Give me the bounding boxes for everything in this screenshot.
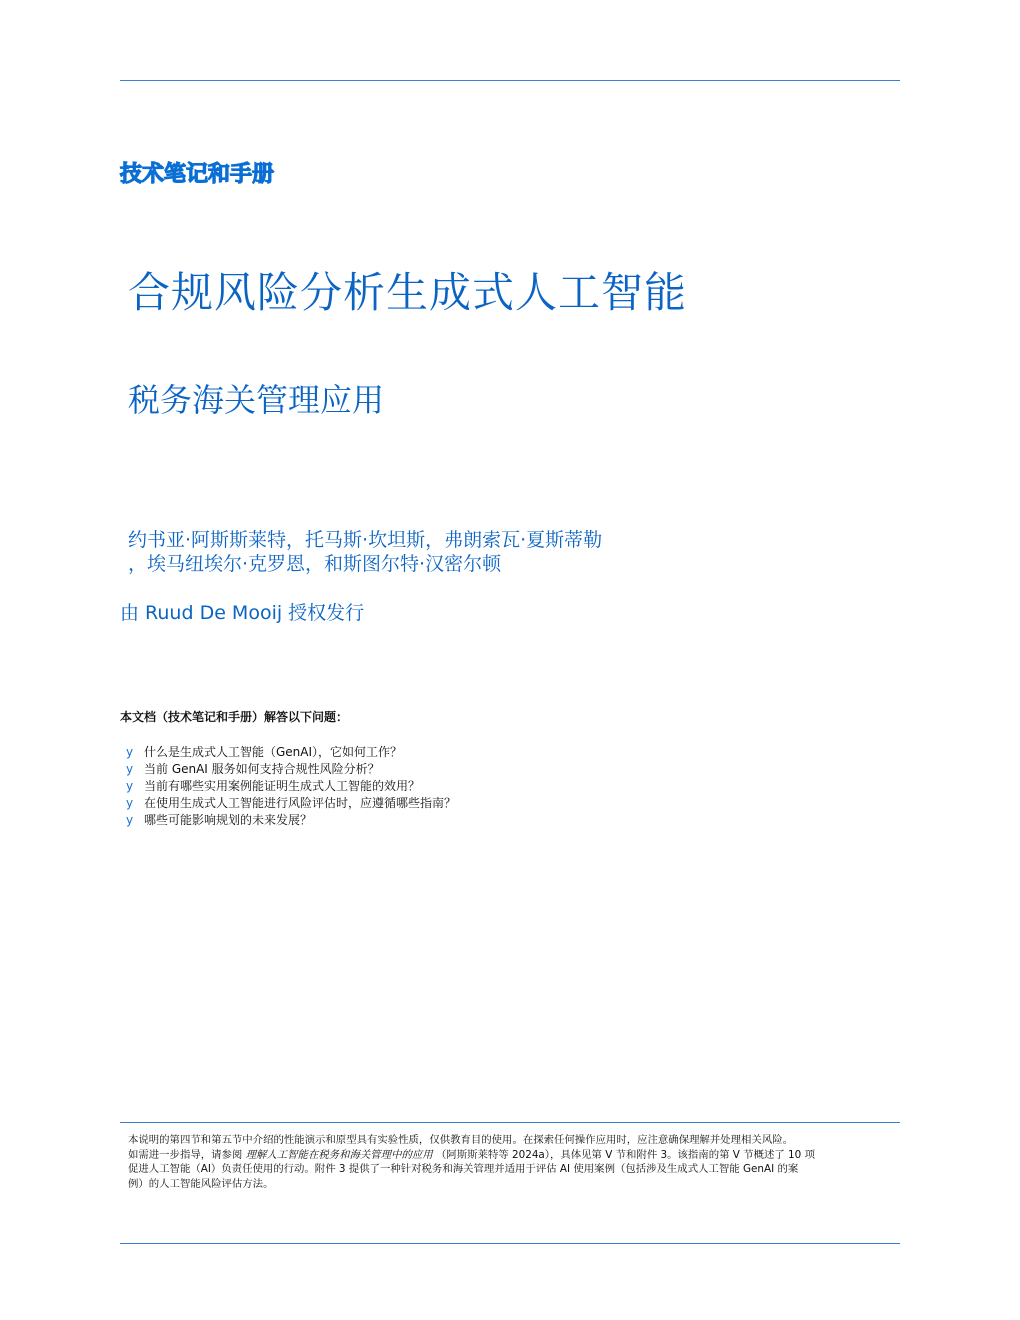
question-text: 在使用生成式人工智能进行风险评估时，应遵循哪些指南？: [144, 796, 457, 810]
authors-line-1: 约书亚·阿斯斯莱特，托马斯·坎坦斯，弗朗索瓦·夏斯蒂勒: [128, 529, 603, 551]
series-label: 技术笔记和手册: [120, 162, 275, 187]
footnote-line-1: 本说明的第四节和第五节中介绍的性能演示和原型具有实验性质，仅供教育目的使用。在探索任何操作应用时，应注意确保理解并处理相关风险。: [128, 1134, 793, 1146]
footnote-line-2-suffix: （阿斯斯莱特等 2024a），具体见第 V 节和附件 3。该指南的第 V 节概述了 10 项: [435, 1148, 815, 1161]
bullet-icon: y: [126, 813, 134, 827]
list-item: [126, 812, 456, 829]
bullet-icon: y: [126, 796, 134, 810]
footnote: [128, 1133, 900, 1191]
bottom-divider: [120, 1243, 900, 1244]
list-item: [126, 795, 456, 812]
bullet-icon: y: [126, 779, 134, 793]
list-item: [126, 778, 456, 795]
footnote-line-4: 例）的人工智能风险评估方法。: [128, 1177, 274, 1190]
referenced-publication-title: 理解人工智能在税务和海关管理中的应用: [245, 1148, 433, 1161]
author-list: [128, 528, 602, 576]
questions-list: [126, 744, 456, 829]
question-text: 当前 GenAI 服务如何支持合规性风险分析？: [144, 762, 380, 776]
list-item: [126, 761, 456, 778]
list-item: [126, 744, 456, 761]
question-text: 哪些可能影响规划的未来发展？: [144, 813, 313, 827]
footnote-divider: [120, 1122, 900, 1123]
bullet-icon: y: [126, 762, 134, 776]
document-subtitle: 税务海关管理应用: [128, 381, 385, 419]
top-divider: [120, 80, 900, 81]
authorized-by: 由 Ruud De Mooij 授权发行: [120, 602, 365, 624]
question-text: 什么是生成式人工智能（GenAI），它如何工作？: [144, 745, 403, 759]
authors-line-2: ，埃马纽埃尔·克罗恩，和斯图尔特·汉密尔顿: [128, 553, 502, 575]
bullet-icon: y: [126, 745, 134, 759]
footnote-line-3: 促进人工智能（AI）负责任使用的行动。附件 3 提供了一种针对税务和海关管理并适用于评估 AI 使用案例（包括涉及生成式人工智能 GenAI 的案: [128, 1163, 799, 1175]
question-text: 当前有哪些实用案例能证明生成式人工智能的效用？: [144, 779, 421, 793]
questions-heading: 本文档（技术笔记和手册）解答以下问题：: [120, 710, 349, 724]
document-title: 合规风险分析生成式人工智能: [128, 268, 688, 317]
footnote-line-2: [128, 1148, 900, 1163]
footnote-line-2-prefix: 如需进一步指导，请参阅: [128, 1148, 243, 1161]
